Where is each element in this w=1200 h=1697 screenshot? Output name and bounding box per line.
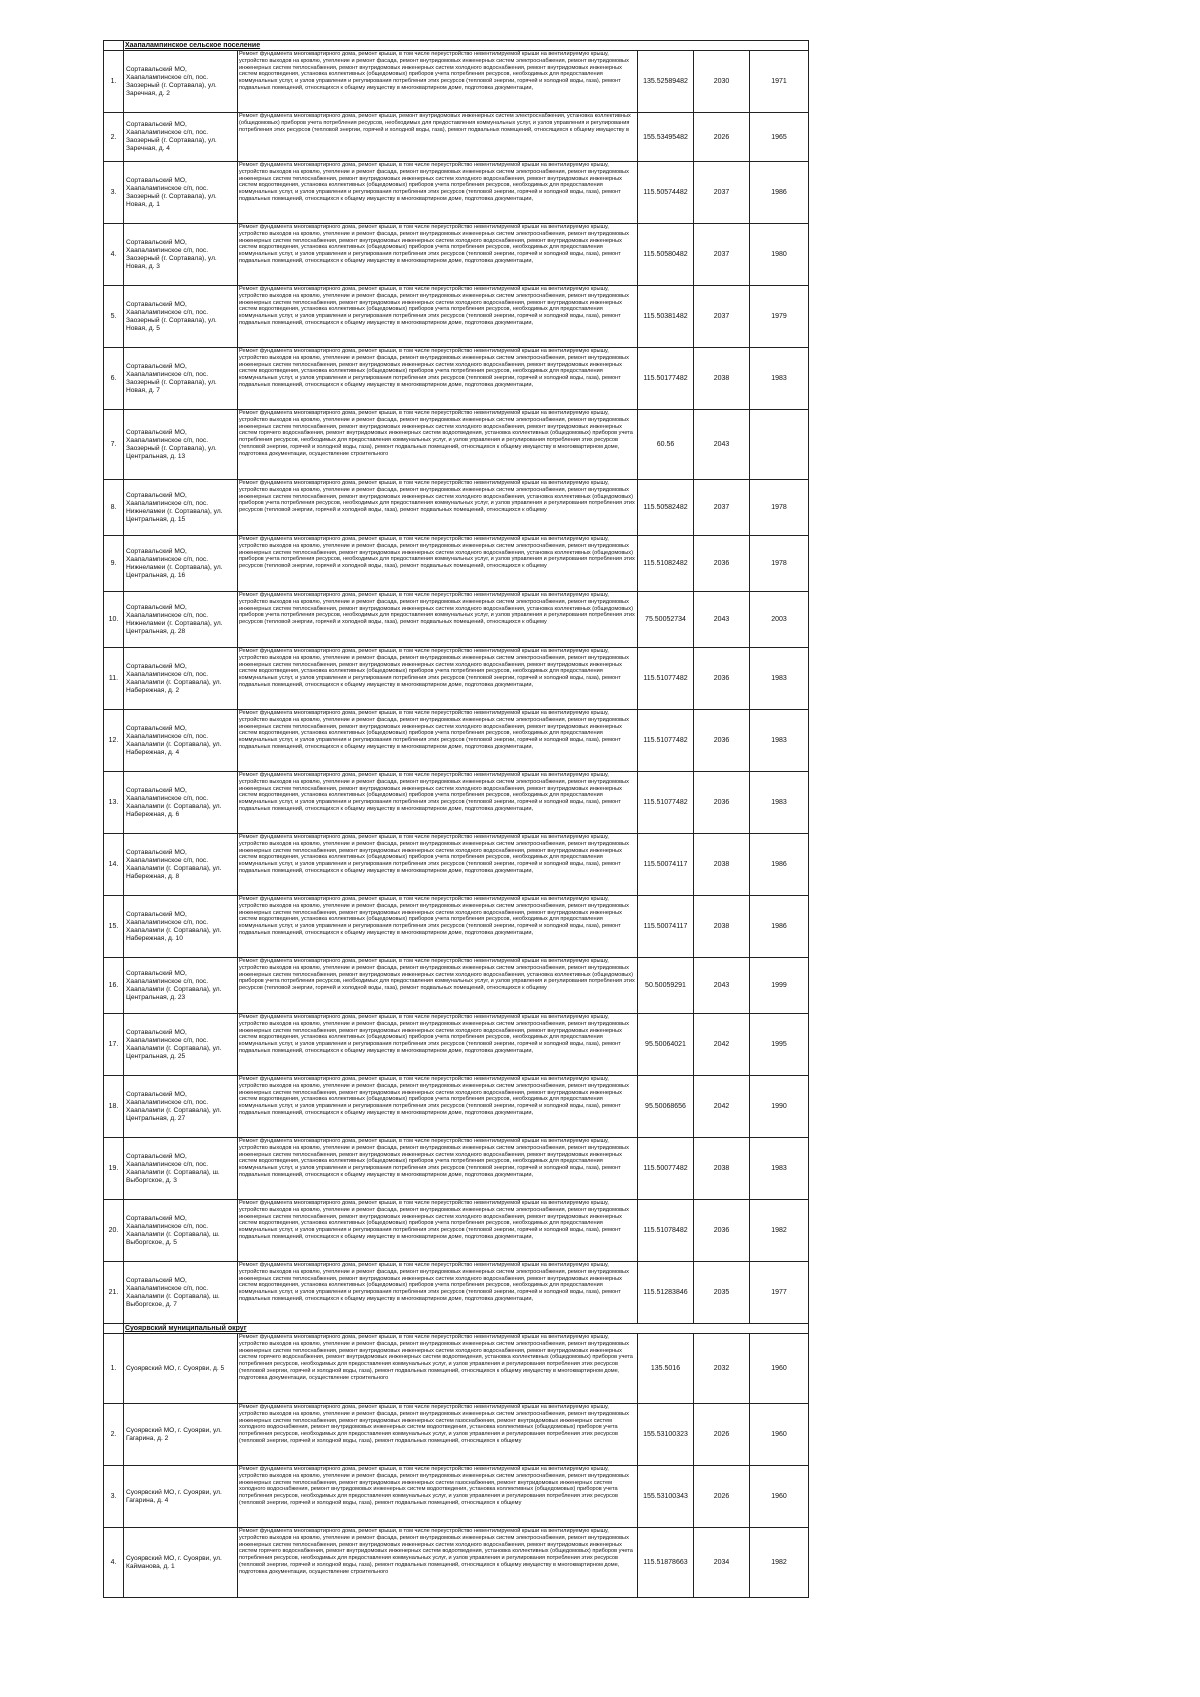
row-number: 15.	[104, 896, 124, 958]
address-cell: Сортавальский МО, Хаапалампинское с/п, пос. Хаапалампи (г. Сортавала), ул. Центральная, д. 23	[124, 958, 238, 1014]
row-number: 10.	[104, 592, 124, 648]
built-year-cell: 1971	[750, 51, 809, 113]
table-row	[104, 113, 809, 162]
works-cell	[238, 834, 638, 896]
table-row	[104, 1528, 809, 1598]
table-row	[104, 1404, 809, 1466]
address-cell: Сортавальский МО, Хаапалампинское с/п, пос. Заозерный (г. Сортавала), ул. Заречная, д. 2	[124, 51, 238, 113]
planned-year-cell: 2043	[694, 592, 750, 648]
cost-cell: 155.53100343	[638, 1466, 694, 1528]
row-number: 1.	[104, 1334, 124, 1404]
address-cell: Суоярвский МО, г. Суоярви, ул. Кайманова, д. 1	[124, 1528, 238, 1598]
works-text: Ремонт фундамента многоквартирного дома, ремонт крыши, в том числе переустройство невентилируемой крыши на вентилируемую крышу, устройство выходов на кровлю, утепление и ремонт фасада, ремонт внутридомовых инженерных систем электроснабжения, ремонт внутридомовых инженерных систем теплоснабжения, ремонт внутридомовых инженерных систем холодного водоснабжения, ремонт внутридомовых инженерных систем водоотведения, установка коллективных (общедомовых) приборов учета потребления ресурсов, необходимых для предоставления коммунальных услуг, и узлов управления и регулирования потребления этих ресурсов (тепловой энергии, горячей и холодной воды, газа), ремонт подвальных помещений, относящихся к общему имуществу в многоквартирном доме, подготовка документации,	[239, 1138, 629, 1178]
cost-cell: 115.50580482	[638, 224, 694, 286]
built-year-cell: 1995	[750, 1014, 809, 1076]
works-text: Ремонт фундамента многоквартирного дома, ремонт крыши, в том числе переустройство невентилируемой крыши на вентилируемую крышу, устройство выходов на кровлю, утепление и ремонт фасада, ремонт внутридомовых инженерных систем электроснабжения, ремонт внутридомовых инженерных систем теплоснабжения, ремонт внутридомовых инженерных систем холодного водоснабжения, установка коллективных (общедомовых) приборов учета потребления ресурсов, необходимых для предоставления коммунальных услуг, и узлов управления и регулирования потребления этих ресурсов (тепловой энергии, горячей и холодной воды, газа), ремонт подвальных помещений, относящихся к общему	[239, 592, 635, 626]
works-cell	[238, 410, 638, 480]
planned-year-cell: 2042	[694, 1076, 750, 1138]
built-year-cell: 1983	[750, 710, 809, 772]
planned-year-cell: 2037	[694, 224, 750, 286]
works-cell	[238, 1076, 638, 1138]
cost-cell: 115.50574482	[638, 162, 694, 224]
cost-cell: 115.51077482	[638, 710, 694, 772]
works-text: Ремонт фундамента многоквартирного дома, ремонт крыши, в том числе переустройство невентилируемой крыши на вентилируемую крышу, устройство выходов на кровлю, утепление и ремонт фасада, ремонт внутридомовых инженерных систем электроснабжения, ремонт внутридомовых инженерных систем теплоснабжения, ремонт внутридомовых инженерных систем холодного водоснабжения, ремонт внутридомовых инженерных систем водоотведения, установка коллективных (общедомовых) приборов учета потребления ресурсов, необходимых для предоставления коммунальных услуг, и узлов управления и регулирования потребления этих ресурсов (тепловой энергии, горячей и холодной воды, газа), ремонт подвальных помещений, относящихся к общему имуществу в многоквартирном доме, подготовка документации,	[239, 772, 629, 812]
table-row	[104, 1138, 809, 1200]
cost-cell: 115.50177482	[638, 348, 694, 410]
works-text: Ремонт фундамента многоквартирного дома, ремонт крыши, в том числе переустройство невентилируемой крыши на вентилируемую крышу, устройство выходов на кровлю, утепление и ремонт фасада, ремонт внутридомовых инженерных систем электроснабжения, ремонт внутридомовых инженерных систем теплоснабжения, ремонт внутридомовых инженерных систем холодного водоснабжения, ремонт внутридомовых инженерных систем водоотведения, установка коллективных (общедомовых) приборов учета потребления ресурсов, необходимых для предоставления коммунальных услуг, и узлов управления и регулирования потребления этих ресурсов (тепловой энергии, горячей и холодной воды, газа), ремонт подвальных помещений, относящихся к общему имуществу в многоквартирном доме, подготовка документации,	[239, 348, 629, 388]
planned-year-cell: 2036	[694, 772, 750, 834]
row-number: 4.	[104, 224, 124, 286]
cost-cell: 75.50052734	[638, 592, 694, 648]
built-year-cell: 1999	[750, 958, 809, 1014]
row-number: 7.	[104, 410, 124, 480]
planned-year-cell: 2037	[694, 162, 750, 224]
works-text: Ремонт фундамента многоквартирного дома, ремонт крыши, в том числе переустройство невентилируемой крыши на вентилируемую крышу, устройство выходов на кровлю, утепление и ремонт фасада, ремонт внутридомовых инженерных систем электроснабжения, ремонт внутридомовых инженерных систем теплоснабжения, ремонт внутридомовых инженерных систем холодного водоснабжения, ремонт внутридомовых инженерных систем водоотведения, установка коллективных (общедомовых) приборов учета потребления ресурсов, необходимых для предоставления коммунальных услуг, и узлов управления и регулирования потребления этих ресурсов (тепловой энергии, горячей и холодной воды, газа), ремонт подвальных помещений, относящихся к общему имуществу в многоквартирном доме, подготовка документации,	[239, 1200, 629, 1240]
works-cell	[238, 51, 638, 113]
address-cell: Сортавальский МО, Хаапалампинское с/п, пос. Заозерный (г. Сортавала), ул. Новая, д. 3	[124, 224, 238, 286]
works-text: Ремонт фундамента многоквартирного дома, ремонт крыши, в том числе переустройство невентилируемой крыши на вентилируемую крышу, устройство выходов на кровлю, утепление и ремонт фасада, ремонт внутридомовых инженерных систем электроснабжения, ремонт внутридомовых инженерных систем теплоснабжения, ремонт внутридомовых инженерных систем холодного водоснабжения, ремонт внутридомовых инженерных систем водоотведения, установка коллективных (общедомовых) приборов учета потребления ресурсов, необходимых для предоставления коммунальных услуг, и узлов управления и регулирования потребления этих ресурсов (тепловой энергии, горячей и холодной воды, газа), ремонт подвальных помещений, относящихся к общему имуществу в многоквартирном доме, подготовка документации,	[239, 162, 629, 202]
address-cell: Сортавальский МО, Хаапалампинское с/п, пос. Хаапалампи (г. Сортавала), ул. Центральная, д. 27	[124, 1076, 238, 1138]
works-text: Ремонт фундамента многоквартирного дома, ремонт крыши, в том числе переустройство невентилируемой крыши на вентилируемую крышу, устройство выходов на кровлю, утепление и ремонт фасада, ремонт внутридомовых инженерных систем электроснабжения, ремонт внутридомовых инженерных систем теплоснабжения, ремонт внутридомовых инженерных систем холодного водоснабжения, установка коллективных (общедомовых) приборов учета потребления ресурсов, необходимых для предоставления коммунальных услуг, и узлов управления и регулирования потребления этих ресурсов (тепловой энергии, горячей и холодной воды, газа), ремонт подвальных помещений, относящихся к общему	[239, 536, 635, 570]
works-cell	[238, 1404, 638, 1466]
address-cell: Сортавальский МО, Хаапалампинское с/п, пос. Заозерный (г. Сортавала), ул. Новая, д. 7	[124, 348, 238, 410]
row-number: 6.	[104, 348, 124, 410]
table-row	[104, 480, 809, 536]
table-row	[104, 1466, 809, 1528]
cost-cell: 115.50074117	[638, 896, 694, 958]
planned-year-cell: 2038	[694, 896, 750, 958]
built-year-cell: 1982	[750, 1528, 809, 1598]
row-number: 2.	[104, 113, 124, 162]
table-row	[104, 224, 809, 286]
table-row	[104, 162, 809, 224]
built-year-cell: 1982	[750, 1200, 809, 1262]
row-number: 5.	[104, 286, 124, 348]
cost-cell: 95.50064021	[638, 1014, 694, 1076]
cost-cell: 115.51077482	[638, 648, 694, 710]
planned-year-cell: 2043	[694, 410, 750, 480]
table-row	[104, 1014, 809, 1076]
works-text: Ремонт фундамента многоквартирного дома, ремонт крыши, в том числе переустройство невентилируемой крыши на вентилируемую крышу, устройство выходов на кровлю, утепление и ремонт фасада, ремонт внутридомовых инженерных систем электроснабжения, ремонт внутридомовых инженерных систем теплоснабжения, ремонт внутридомовых инженерных систем газоснабжения, ремонт внутридомовых инженерных систем холодного водоснабжения, ремонт внутридомовых инженерных систем водоотведения, установка коллективных (общедомовых) приборов учета потребления ресурсов, необходимых для предоставления коммунальных услуг, и узлов управления и регулирования потребления этих ресурсов (тепловой энергии, горячей и холодной воды, газа), ремонт подвальных помещений, относящихся к общему	[239, 1404, 629, 1444]
table-row	[104, 286, 809, 348]
cost-cell: 60.56	[638, 410, 694, 480]
planned-year-cell: 2026	[694, 1466, 750, 1528]
section-header-row	[104, 41, 809, 51]
section-title: Суоярвский муниципальный округ	[124, 1324, 809, 1334]
works-cell	[238, 1262, 638, 1324]
planned-year-cell: 2036	[694, 1200, 750, 1262]
works-text: Ремонт фундамента многоквартирного дома, ремонт крыши, в том числе переустройство невентилируемой крыши на вентилируемую крышу, устройство выходов на кровлю, утепление и ремонт фасада, ремонт внутридомовых инженерных систем электроснабжения, ремонт внутридомовых инженерных систем теплоснабжения, ремонт внутридомовых инженерных систем холодного водоснабжения, ремонт внутридомовых инженерных систем водоотведения, установка коллективных (общедомовых) приборов учета потребления ресурсов, необходимых для предоставления коммунальных услуг, и узлов управления и регулирования потребления этих ресурсов (тепловой энергии, горячей и холодной воды, газа), ремонт подвальных помещений, относящихся к общему имуществу в многоквартирном доме, подготовка документации,	[239, 1262, 629, 1302]
works-cell	[238, 162, 638, 224]
table-row	[104, 410, 809, 480]
row-number: 1.	[104, 51, 124, 113]
row-number: 20.	[104, 1200, 124, 1262]
planned-year-cell: 2026	[694, 1404, 750, 1466]
built-year-cell: 1986	[750, 896, 809, 958]
planned-year-cell: 2034	[694, 1528, 750, 1598]
table-row	[104, 1262, 809, 1324]
address-cell: Сортавальский МО, Хаапалампинское с/п, пос. Заозерный (г. Сортавала), ул. Новая, д. 5	[124, 286, 238, 348]
address-cell: Сортавальский МО, Хаапалампинское с/п, пос. Хаапалампи (г. Сортавала), ул. Центральная, д. 25	[124, 1014, 238, 1076]
works-cell	[238, 1466, 638, 1528]
section-blank-cell	[104, 1324, 124, 1334]
built-year-cell: 2003	[750, 592, 809, 648]
row-number: 18.	[104, 1076, 124, 1138]
cost-cell: 135.52589482	[638, 51, 694, 113]
address-cell: Суоярвский МО, г. Суоярви, ул. Гагарина, д. 4	[124, 1466, 238, 1528]
cost-cell: 115.51082482	[638, 536, 694, 592]
address-cell: Сортавальский МО, Хаапалампинское с/п, пос. Хаапалампи (г. Сортавала), ул. Набережная, д. 6	[124, 772, 238, 834]
cost-cell: 115.50582482	[638, 480, 694, 536]
works-cell	[238, 710, 638, 772]
works-cell	[238, 1334, 638, 1404]
table-body	[104, 41, 809, 1598]
planned-year-cell: 2036	[694, 648, 750, 710]
address-cell: Суоярвский МО, г. Суоярви, д. 5	[124, 1334, 238, 1404]
table-row	[104, 592, 809, 648]
table-row	[104, 896, 809, 958]
planned-year-cell: 2037	[694, 480, 750, 536]
works-text: Ремонт фундамента многоквартирного дома, ремонт крыши, в том числе переустройство невентилируемой крыши на вентилируемую крышу, устройство выходов на кровлю, утепление и ремонт фасада, ремонт внутридомовых инженерных систем электроснабжения, ремонт внутридомовых инженерных систем теплоснабжения, ремонт внутридомовых инженерных систем холодного водоснабжения, ремонт внутридомовых инженерных систем водоотведения, установка коллективных (общедомовых) приборов учета потребления ресурсов, необходимых для предоставления коммунальных услуг, и узлов управления и регулирования потребления этих ресурсов (тепловой энергии, горячей и холодной воды, газа), ремонт подвальных помещений, относящихся к общему имуществу в многоквартирном доме, подготовка документации,	[239, 51, 629, 91]
built-year-cell: 1965	[750, 113, 809, 162]
cost-cell: 155.53495482	[638, 113, 694, 162]
planned-year-cell: 2038	[694, 834, 750, 896]
table-row	[104, 958, 809, 1014]
row-number: 9.	[104, 536, 124, 592]
works-cell	[238, 480, 638, 536]
works-cell	[238, 772, 638, 834]
built-year-cell: 1979	[750, 286, 809, 348]
planned-year-cell: 2037	[694, 286, 750, 348]
works-cell	[238, 1200, 638, 1262]
row-number: 4.	[104, 1528, 124, 1598]
built-year-cell: 1983	[750, 772, 809, 834]
row-number: 8.	[104, 480, 124, 536]
works-text: Ремонт фундамента многоквартирного дома, ремонт крыши, в том числе переустройство невентилируемой крыши на вентилируемую крышу, устройство выходов на кровлю, утепление и ремонт фасада, ремонт внутридомовых инженерных систем электроснабжения, ремонт внутридомовых инженерных систем теплоснабжения, ремонт внутридомовых инженерных систем холодного водоснабжения, ремонт внутридомовых инженерных систем водоотведения, установка коллективных (общедомовых) приборов учета потребления ресурсов, необходимых для предоставления коммунальных услуг, и узлов управления и регулирования потребления этих ресурсов (тепловой энергии, горячей и холодной воды, газа), ремонт подвальных помещений, относящихся к общему имуществу в многоквартирном доме, подготовка документации,	[239, 1014, 629, 1054]
table-row	[104, 648, 809, 710]
works-text: Ремонт фундамента многоквартирного дома, ремонт крыши, в том числе переустройство невентилируемой крыши на вентилируемую крышу, устройство выходов на кровлю, утепление и ремонт фасада, ремонт внутридомовых инженерных систем электроснабжения, ремонт внутридомовых инженерных систем теплоснабжения, ремонт внутридомовых инженерных систем холодного водоснабжения, ремонт внутридомовых инженерных систем водоотведения, установка коллективных (общедомовых) приборов учета потребления ресурсов, необходимых для предоставления коммунальных услуг, и узлов управления и регулирования потребления этих ресурсов (тепловой энергии, горячей и холодной воды, газа), ремонт подвальных помещений, относящихся к общему имуществу в многоквартирном доме, подготовка документации,	[239, 286, 629, 326]
address-cell: Сортавальский МО, Хаапалампинское с/п, пос. Заозерный (г. Сортавала), ул. Центральная, д. 13	[124, 410, 238, 480]
built-year-cell: 1983	[750, 348, 809, 410]
works-cell	[238, 958, 638, 1014]
row-number: 19.	[104, 1138, 124, 1200]
address-cell: Сортавальский МО, Хаапалампинское с/п, пос. Хаапалампи (г. Сортавала), ш. Выборгское, д. 5	[124, 1200, 238, 1262]
row-number: 21.	[104, 1262, 124, 1324]
built-year-cell: 1990	[750, 1076, 809, 1138]
row-number: 3.	[104, 1466, 124, 1528]
table-row	[104, 1334, 809, 1404]
works-cell	[238, 1138, 638, 1200]
row-number: 13.	[104, 772, 124, 834]
table-row	[104, 1200, 809, 1262]
works-cell	[238, 592, 638, 648]
row-number: 17.	[104, 1014, 124, 1076]
cost-cell: 135.5016	[638, 1334, 694, 1404]
planned-year-cell: 2042	[694, 1014, 750, 1076]
built-year-cell: 1960	[750, 1404, 809, 1466]
works-cell	[238, 348, 638, 410]
cost-cell: 115.51878663	[638, 1528, 694, 1598]
table-row	[104, 348, 809, 410]
planned-year-cell: 2038	[694, 348, 750, 410]
works-text: Ремонт фундамента многоквартирного дома, ремонт крыши, в том числе переустройство невентилируемой крыши на вентилируемую крышу, устройство выходов на кровлю, утепление и ремонт фасада, ремонт внутридомовых инженерных систем электроснабжения, ремонт внутридомовых инженерных систем теплоснабжения, ремонт внутридомовых инженерных систем холодного водоснабжения, ремонт внутридомовых инженерных систем водоотведения, установка коллективных (общедомовых) приборов учета потребления ресурсов, необходимых для предоставления коммунальных услуг, и узлов управления и регулирования потребления этих ресурсов (тепловой энергии, горячей и холодной воды, газа), ремонт подвальных помещений, относящихся к общему имуществу в многоквартирном доме, подготовка документации,	[239, 710, 629, 750]
works-cell	[238, 648, 638, 710]
works-text: Ремонт фундамента многоквартирного дома, ремонт крыши, в том числе переустройство невентилируемой крыши на вентилируемую крышу, устройство выходов на кровлю, утепление и ремонт фасада, ремонт внутридомовых инженерных систем электроснабжения, ремонт внутридомовых инженерных систем теплоснабжения, ремонт внутридомовых инженерных систем холодного водоснабжения, ремонт внутридомовых инженерных систем водоотведения, установка коллективных (общедомовых) приборов учета потребления ресурсов, необходимых для предоставления коммунальных услуг, и узлов управления и регулирования потребления этих ресурсов (тепловой энергии, горячей и холодной воды, газа), ремонт подвальных помещений, относящихся к общему имуществу в многоквартирном доме, подготовка документации,	[239, 834, 629, 874]
cost-cell: 95.50068656	[638, 1076, 694, 1138]
address-cell: Сортавальский МО, Хаапалампинское с/п, пос. Хаапалампи (г. Сортавала), ул. Набережная, д. 10	[124, 896, 238, 958]
address-cell: Сортавальский МО, Хаапалампинское с/п, пос. Хаапалампи (г. Сортавала), ш. Выборгское, д. 3	[124, 1138, 238, 1200]
built-year-cell: 1986	[750, 162, 809, 224]
works-text: Ремонт фундамента многоквартирного дома, ремонт крыши, в том числе переустройство невентилируемой крыши на вентилируемую крышу, устройство выходов на кровлю, утепление и ремонт фасада, ремонт внутридомовых инженерных систем электроснабжения, ремонт внутридомовых инженерных систем теплоснабжения, ремонт внутридомовых инженерных систем холодного водоснабжения, ремонт внутридомовых инженерных систем горячего водоснабжения, ремонт внутридомовых инженерных систем водоотведения, установка коллективных (общедомовых) приборов учета потребления ресурсов, необходимых для предоставления коммунальных услуг, и узлов управления и регулирования потребления этих ресурсов (тепловой энергии, горячей и холодной воды, газа), ремонт подвальных помещений, относящихся к общему имуществу в многоквартирном доме, подготовка документации, осуществление строительного	[239, 1334, 633, 1381]
repair-plan-table	[103, 40, 809, 1598]
planned-year-cell: 2032	[694, 1334, 750, 1404]
built-year-cell: 1980	[750, 224, 809, 286]
works-cell	[238, 224, 638, 286]
built-year-cell: 1983	[750, 648, 809, 710]
planned-year-cell: 2030	[694, 51, 750, 113]
cost-cell: 50.50059291	[638, 958, 694, 1014]
row-number: 3.	[104, 162, 124, 224]
table-row	[104, 834, 809, 896]
built-year-cell: 1978	[750, 536, 809, 592]
works-text: Ремонт фундамента многоквартирного дома, ремонт крыши, ремонт внутридомовых инженерных систем электроснабжения, установка коллективных (общедомовых) приборов учета потребления ресурсов, необходимых для предоставления коммунальных услуг, и узлов управления и регулирования потребления этих ресурсов (тепловой энергии, горячей и холодной воды, газа), ремонт подвальных помещений, относящихся к общему имуществу в	[239, 113, 631, 133]
built-year-cell: 1978	[750, 480, 809, 536]
address-cell: Сортавальский МО, Хаапалампинское с/п, пос. Хаапалампи (г. Сортавала), ул. Набережная, д. 2	[124, 648, 238, 710]
works-text: Ремонт фундамента многоквартирного дома, ремонт крыши, в том числе переустройство невентилируемой крыши на вентилируемую крышу, устройство выходов на кровлю, утепление и ремонт фасада, ремонт внутридомовых инженерных систем электроснабжения, ремонт внутридомовых инженерных систем теплоснабжения, ремонт внутридомовых инженерных систем холодного водоснабжения, ремонт внутридомовых инженерных систем водоотведения, установка коллективных (общедомовых) приборов учета потребления ресурсов, необходимых для предоставления коммунальных услуг, и узлов управления и регулирования потребления этих ресурсов (тепловой энергии, горячей и холодной воды, газа), ремонт подвальных помещений, относящихся к общему имуществу в многоквартирном доме, подготовка документации,	[239, 648, 629, 688]
section-blank-cell	[104, 41, 124, 51]
table-row	[104, 710, 809, 772]
section-header-row	[104, 1324, 809, 1334]
table-row	[104, 1076, 809, 1138]
works-text: Ремонт фундамента многоквартирного дома, ремонт крыши, в том числе переустройство невентилируемой крыши на вентилируемую крышу, устройство выходов на кровлю, утепление и ремонт фасада, ремонт внутридомовых инженерных систем электроснабжения, ремонт внутридомовых инженерных систем теплоснабжения, ремонт внутридомовых инженерных систем холодного водоснабжения, ремонт внутридомовых инженерных систем горячего водоснабжения, ремонт внутридомовых инженерных систем водоотведения, установка коллективных (общедомовых) приборов учета потребления ресурсов, необходимых для предоставления коммунальных услуг, и узлов управления и регулирования потребления этих ресурсов (тепловой энергии, горячей и холодной воды, газа), ремонт подвальных помещений, относящихся к общему имуществу в многоквартирном доме, подготовка документации, осуществление строительного	[239, 1528, 633, 1575]
row-number: 12.	[104, 710, 124, 772]
row-number: 2.	[104, 1404, 124, 1466]
built-year-cell: 1960	[750, 1466, 809, 1528]
works-text: Ремонт фундамента многоквартирного дома, ремонт крыши, в том числе переустройство невентилируемой крыши на вентилируемую крышу, устройство выходов на кровлю, утепление и ремонт фасада, ремонт внутридомовых инженерных систем электроснабжения, ремонт внутридомовых инженерных систем теплоснабжения, ремонт внутридомовых инженерных систем холодного водоснабжения, ремонт внутридомовых инженерных систем водоотведения, установка коллективных (общедомовых) приборов учета потребления ресурсов, необходимых для предоставления коммунальных услуг, и узлов управления и регулирования потребления этих ресурсов (тепловой энергии, горячей и холодной воды, газа), ремонт подвальных помещений, относящихся к общему имуществу в многоквартирном доме, подготовка документации,	[239, 896, 629, 936]
works-cell	[238, 113, 638, 162]
table-row	[104, 51, 809, 113]
address-cell: Сортавальский МО, Хаапалампинское с/п, пос. Заозерный (г. Сортавала), ул. Заречная, д. 4	[124, 113, 238, 162]
planned-year-cell: 2035	[694, 1262, 750, 1324]
cost-cell: 115.51077482	[638, 772, 694, 834]
works-text: Ремонт фундамента многоквартирного дома, ремонт крыши, в том числе переустройство невентилируемой крыши на вентилируемую крышу, устройство выходов на кровлю, утепление и ремонт фасада, ремонт внутридомовых инженерных систем электроснабжения, ремонт внутридомовых инженерных систем теплоснабжения, ремонт внутридомовых инженерных систем холодного водоснабжения, установка коллективных (общедомовых) приборов учета потребления ресурсов, необходимых для предоставления коммунальных услуг, и узлов управления и регулирования потребления этих ресурсов (тепловой энергии, горячей и холодной воды, газа), ремонт подвальных помещений, относящихся к общему	[239, 958, 635, 992]
cost-cell: 115.51078482	[638, 1200, 694, 1262]
row-number: 16.	[104, 958, 124, 1014]
works-text: Ремонт фундамента многоквартирного дома, ремонт крыши, в том числе переустройство невентилируемой крыши на вентилируемую крышу, устройство выходов на кровлю, утепление и ремонт фасада, ремонт внутридомовых инженерных систем электроснабжения, ремонт внутридомовых инженерных систем теплоснабжения, ремонт внутридомовых инженерных систем холодного водоснабжения, ремонт внутридомовых инженерных систем водоотведения, установка коллективных (общедомовых) приборов учета потребления ресурсов, необходимых для предоставления коммунальных услуг, и узлов управления и регулирования потребления этих ресурсов (тепловой энергии, горячей и холодной воды, газа), ремонт подвальных помещений, относящихся к общему имуществу в многоквартирном доме, подготовка документации,	[239, 1076, 629, 1116]
cost-cell: 115.50077482	[638, 1138, 694, 1200]
built-year-cell: 1986	[750, 834, 809, 896]
cost-cell: 115.51283846	[638, 1262, 694, 1324]
address-cell: Сортавальский МО, Хаапалампинское с/п, пос. Хаапалампи (г. Сортавала), ш. Выборгское, д. 7	[124, 1262, 238, 1324]
works-cell	[238, 1014, 638, 1076]
planned-year-cell: 2038	[694, 1138, 750, 1200]
works-text: Ремонт фундамента многоквартирного дома, ремонт крыши, в том числе переустройство невентилируемой крыши на вентилируемую крышу, устройство выходов на кровлю, утепление и ремонт фасада, ремонт внутридомовых инженерных систем электроснабжения, ремонт внутридомовых инженерных систем теплоснабжения, ремонт внутридомовых инженерных систем холодного водоснабжения, ремонт внутридомовых инженерных систем водоотведения, установка коллективных (общедомовых) приборов учета потребления ресурсов, необходимых для предоставления коммунальных услуг, и узлов управления и регулирования потребления этих ресурсов (тепловой энергии, горячей и холодной воды, газа), ремонт подвальных помещений, относящихся к общему имуществу в многоквартирном доме, подготовка документации,	[239, 224, 629, 264]
cost-cell: 115.50074117	[638, 834, 694, 896]
works-text: Ремонт фундамента многоквартирного дома, ремонт крыши, в том числе переустройство невентилируемой крыши на вентилируемую крышу, устройство выходов на кровлю, утепление и ремонт фасада, ремонт внутридомовых инженерных систем электроснабжения, ремонт внутридомовых инженерных систем теплоснабжения, ремонт внутридомовых инженерных систем холодного водоснабжения, установка коллективных (общедомовых) приборов учета потребления ресурсов, необходимых для предоставления коммунальных услуг, и узлов управления и регулирования потребления этих ресурсов (тепловой энергии, горячей и холодной воды, газа), ремонт подвальных помещений, относящихся к общему	[239, 480, 635, 514]
address-cell: Сортавальский МО, Хаапалампинское с/п, пос. Хаапалампи (г. Сортавала), ул. Набережная, д. 4	[124, 710, 238, 772]
built-year-cell: 1977	[750, 1262, 809, 1324]
table-row	[104, 772, 809, 834]
address-cell: Сортавальский МО, Хаапалампинское с/п, пос. Нижнеламеи (г. Сортавала), ул. Центральная, д. 15	[124, 480, 238, 536]
address-cell: Сортавальский МО, Хаапалампинское с/п, пос. Нижнеламеи (г. Сортавала), ул. Центральная, д. 28	[124, 592, 238, 648]
section-title: Хаапалампинское сельское поселение	[124, 41, 809, 51]
works-cell	[238, 536, 638, 592]
address-cell: Сортавальский МО, Хаапалампинское с/п, пос. Хаапалампи (г. Сортавала), ул. Набережная, д. 8	[124, 834, 238, 896]
built-year-cell: 1960	[750, 1334, 809, 1404]
built-year-cell	[750, 410, 809, 480]
row-number: 11.	[104, 648, 124, 710]
planned-year-cell: 2036	[694, 710, 750, 772]
works-text: Ремонт фундамента многоквартирного дома, ремонт крыши, в том числе переустройство невентилируемой крыши на вентилируемую крышу, устройство выходов на кровлю, утепление и ремонт фасада, ремонт внутридомовых инженерных систем электроснабжения, ремонт внутридомовых инженерных систем теплоснабжения, ремонт внутридомовых инженерных систем газоснабжения, ремонт внутридомовых инженерных систем холодного водоснабжения, ремонт внутридомовых инженерных систем водоотведения, установка коллективных (общедомовых) приборов учета потребления ресурсов, необходимых для предоставления коммунальных услуг, и узлов управления и регулирования потребления этих ресурсов (тепловой энергии, горячей и холодной воды, газа), ремонт подвальных помещений, относящихся к общему	[239, 1466, 629, 1506]
planned-year-cell: 2036	[694, 536, 750, 592]
works-cell	[238, 1528, 638, 1598]
works-cell	[238, 896, 638, 958]
cost-cell: 115.50381482	[638, 286, 694, 348]
built-year-cell: 1983	[750, 1138, 809, 1200]
planned-year-cell: 2026	[694, 113, 750, 162]
row-number: 14.	[104, 834, 124, 896]
planned-year-cell: 2043	[694, 958, 750, 1014]
address-cell: Сортавальский МО, Хаапалампинское с/п, пос. Заозерный (г. Сортавала), ул. Новая, д. 1	[124, 162, 238, 224]
address-cell: Сортавальский МО, Хаапалампинское с/п, пос. Нижнеламеи (г. Сортавала), ул. Центральная, д. 16	[124, 536, 238, 592]
address-cell: Суоярвский МО, г. Суоярви, ул. Гагарина, д. 2	[124, 1404, 238, 1466]
cost-cell: 155.53100323	[638, 1404, 694, 1466]
table-row	[104, 536, 809, 592]
works-text: Ремонт фундамента многоквартирного дома, ремонт крыши, в том числе переустройство невентилируемой крыши на вентилируемую крышу, устройство выходов на кровлю, утепление и ремонт фасада, ремонт внутридомовых инженерных систем электроснабжения, ремонт внутридомовых инженерных систем теплоснабжения, ремонт внутридомовых инженерных систем холодного водоснабжения, ремонт внутридомовых инженерных систем горячего водоснабжения, ремонт внутридомовых инженерных систем водоотведения, установка коллективных (общедомовых) приборов учета потребления ресурсов, необходимых для предоставления коммунальных услуг, и узлов управления и регулирования потребления этих ресурсов (тепловой энергии, горячей и холодной воды, газа), ремонт подвальных помещений, относящихся к общему имуществу в многоквартирном доме, подготовка документации, осуществление строительного	[239, 410, 633, 457]
works-cell	[238, 286, 638, 348]
document-sheet	[103, 40, 808, 1598]
